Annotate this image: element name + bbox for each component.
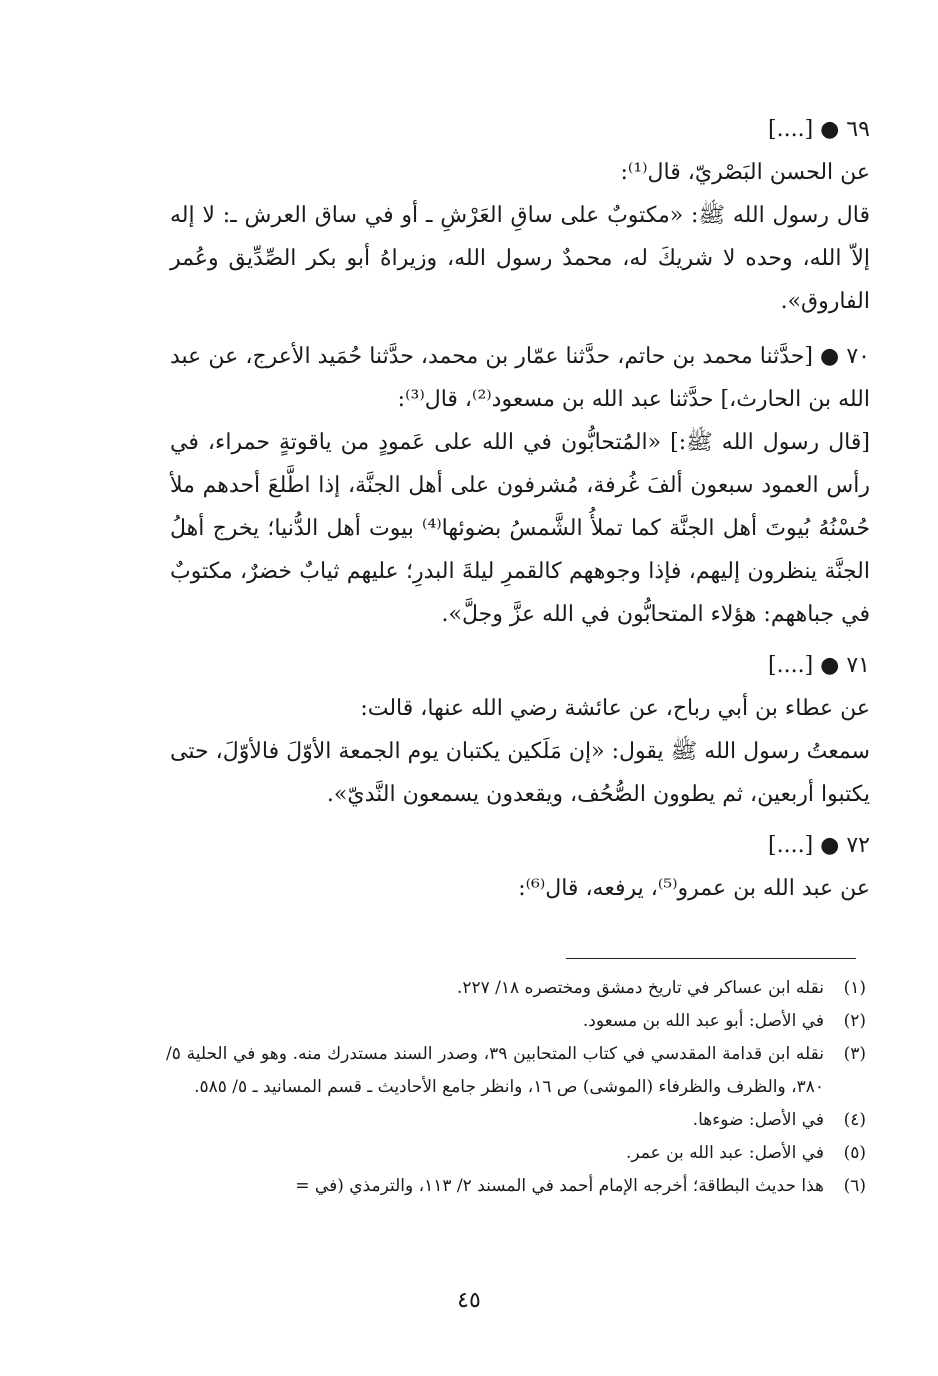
main-text <box>170 100 870 910</box>
spacer <box>170 323 870 335</box>
footnote-number: (٥) <box>843 1143 866 1163</box>
footnote-number: (٢) <box>843 1011 866 1031</box>
footnote-separator <box>566 958 856 959</box>
hadith-69-text: قال رسول الله ﷺ: «مكتوبٌ على ساقِ العَرْشِ ـ أو في ساق العرش ـ: لا إله إلاّ الله، وحده لا شريكَ له، محمدٌ رسول الله، وزيراهُ أبو بكر الصِّدِّيق وعُمر الفاروق». <box>170 203 870 314</box>
footnote <box>166 1104 866 1137</box>
hadith-69-chain: عن الحسن البَصْريّ، قال⁽¹⁾: <box>620 160 870 185</box>
hadith-72-heading: ٧٢ ● [....] <box>768 833 870 858</box>
footnote-number: (٣) <box>843 1044 866 1064</box>
footnotes <box>166 972 866 1203</box>
footnote <box>166 972 866 1005</box>
footnote <box>166 1038 866 1104</box>
footnote-text: نقله ابن قدامة المقدسي في كتاب المتحابين ٣٩، وصدر السند مستدرك منه. وهو في الحلية ٥/ ٣٨٠، والظرف والظرفاء (الموشى) ص ١٦، وانظر جامع الأحاديث ـ قسم المسانيد ـ ٥/ ٥٨٥. <box>166 1044 824 1097</box>
hadith-71-chain: عن عطاء بن أبي رباح، عن عائشة رضي الله عنها، قالت: <box>360 696 870 721</box>
footnote-text: هذا حديث البطاقة؛ أخرجه الإمام أحمد في المسند ٢/ ١١٣، والترمذي (في = <box>295 1176 824 1196</box>
footnote-text: نقله ابن عساكر في تاريخ دمشق ومختصره ١٨/ ٢٢٧. <box>456 978 824 998</box>
footnote-number: (٤) <box>843 1110 866 1130</box>
footnote-number: (٦) <box>843 1176 866 1196</box>
hadith-71-heading: ٧١ ● [....] <box>768 653 870 678</box>
footnote-text: في الأصل: عبد الله بن عمر. <box>625 1143 824 1163</box>
footnote-text: في الأصل: أبو عبد الله بن مسعود. <box>582 1011 824 1031</box>
footnote <box>166 1005 866 1038</box>
footnote <box>166 1137 866 1170</box>
page-number: ٤٥ <box>457 1288 481 1313</box>
footnote <box>166 1170 866 1203</box>
footnote-text: في الأصل: ضوءها. <box>692 1110 824 1130</box>
hadith-70-text: [قال رسول الله ﷺ:] «المُتحابُّون في الله على عَمودٍ من ياقوتةٍ حمراء، في رأس العمود سبعون ألفَ غُرفة، مُشرفون على أهل الجنَّة، إذا اطَّلعَ أحدهم ملأ حُسْنُهُ بُيوتَ أهل الجنَّة كما تملأُ الشَّمسُ بضوئها⁽⁴⁾ بيوت أهل الدُّنيا؛ يخرج أهلُ الجنَّة ينظرون إليهم، فإذا وجوههم كالقمرِ ليلةَ البدرِ؛ عليهم ثيابٌ خضرٌ، مكتوبٌ في جباههم: هؤلاء المتحابُّون في الله عزَّ وجلَّ». <box>170 430 870 627</box>
hadith-70-chain: ٧٠ ● [حدَّثنا محمد بن حاتم، حدَّثنا عمّار بن محمد، حدَّثنا حُمَيد الأعرج، عن عبد الله بن الحارث،] حدَّثنا عبد الله بن مسعود⁽²⁾، قال⁽³⁾: <box>170 344 870 412</box>
hadith-72-chain: عن عبد الله بن عمرو⁽⁵⁾، يرفعه، قال⁽⁶⁾: <box>518 876 870 901</box>
hadith-71-text: سمعتُ رسول الله ﷺ يقول: «إن مَلَكين يكتبان يوم الجمعة الأوّلَ فالأوّلَ، حتى يكتبوا أربعين، ثم يطوون الصُّحُف، ويقعدون يسمعون النَّديّ». <box>170 739 870 807</box>
footnote-number: (١) <box>843 978 866 998</box>
hadith-69-heading: ٦٩ ● [....] <box>768 117 870 142</box>
